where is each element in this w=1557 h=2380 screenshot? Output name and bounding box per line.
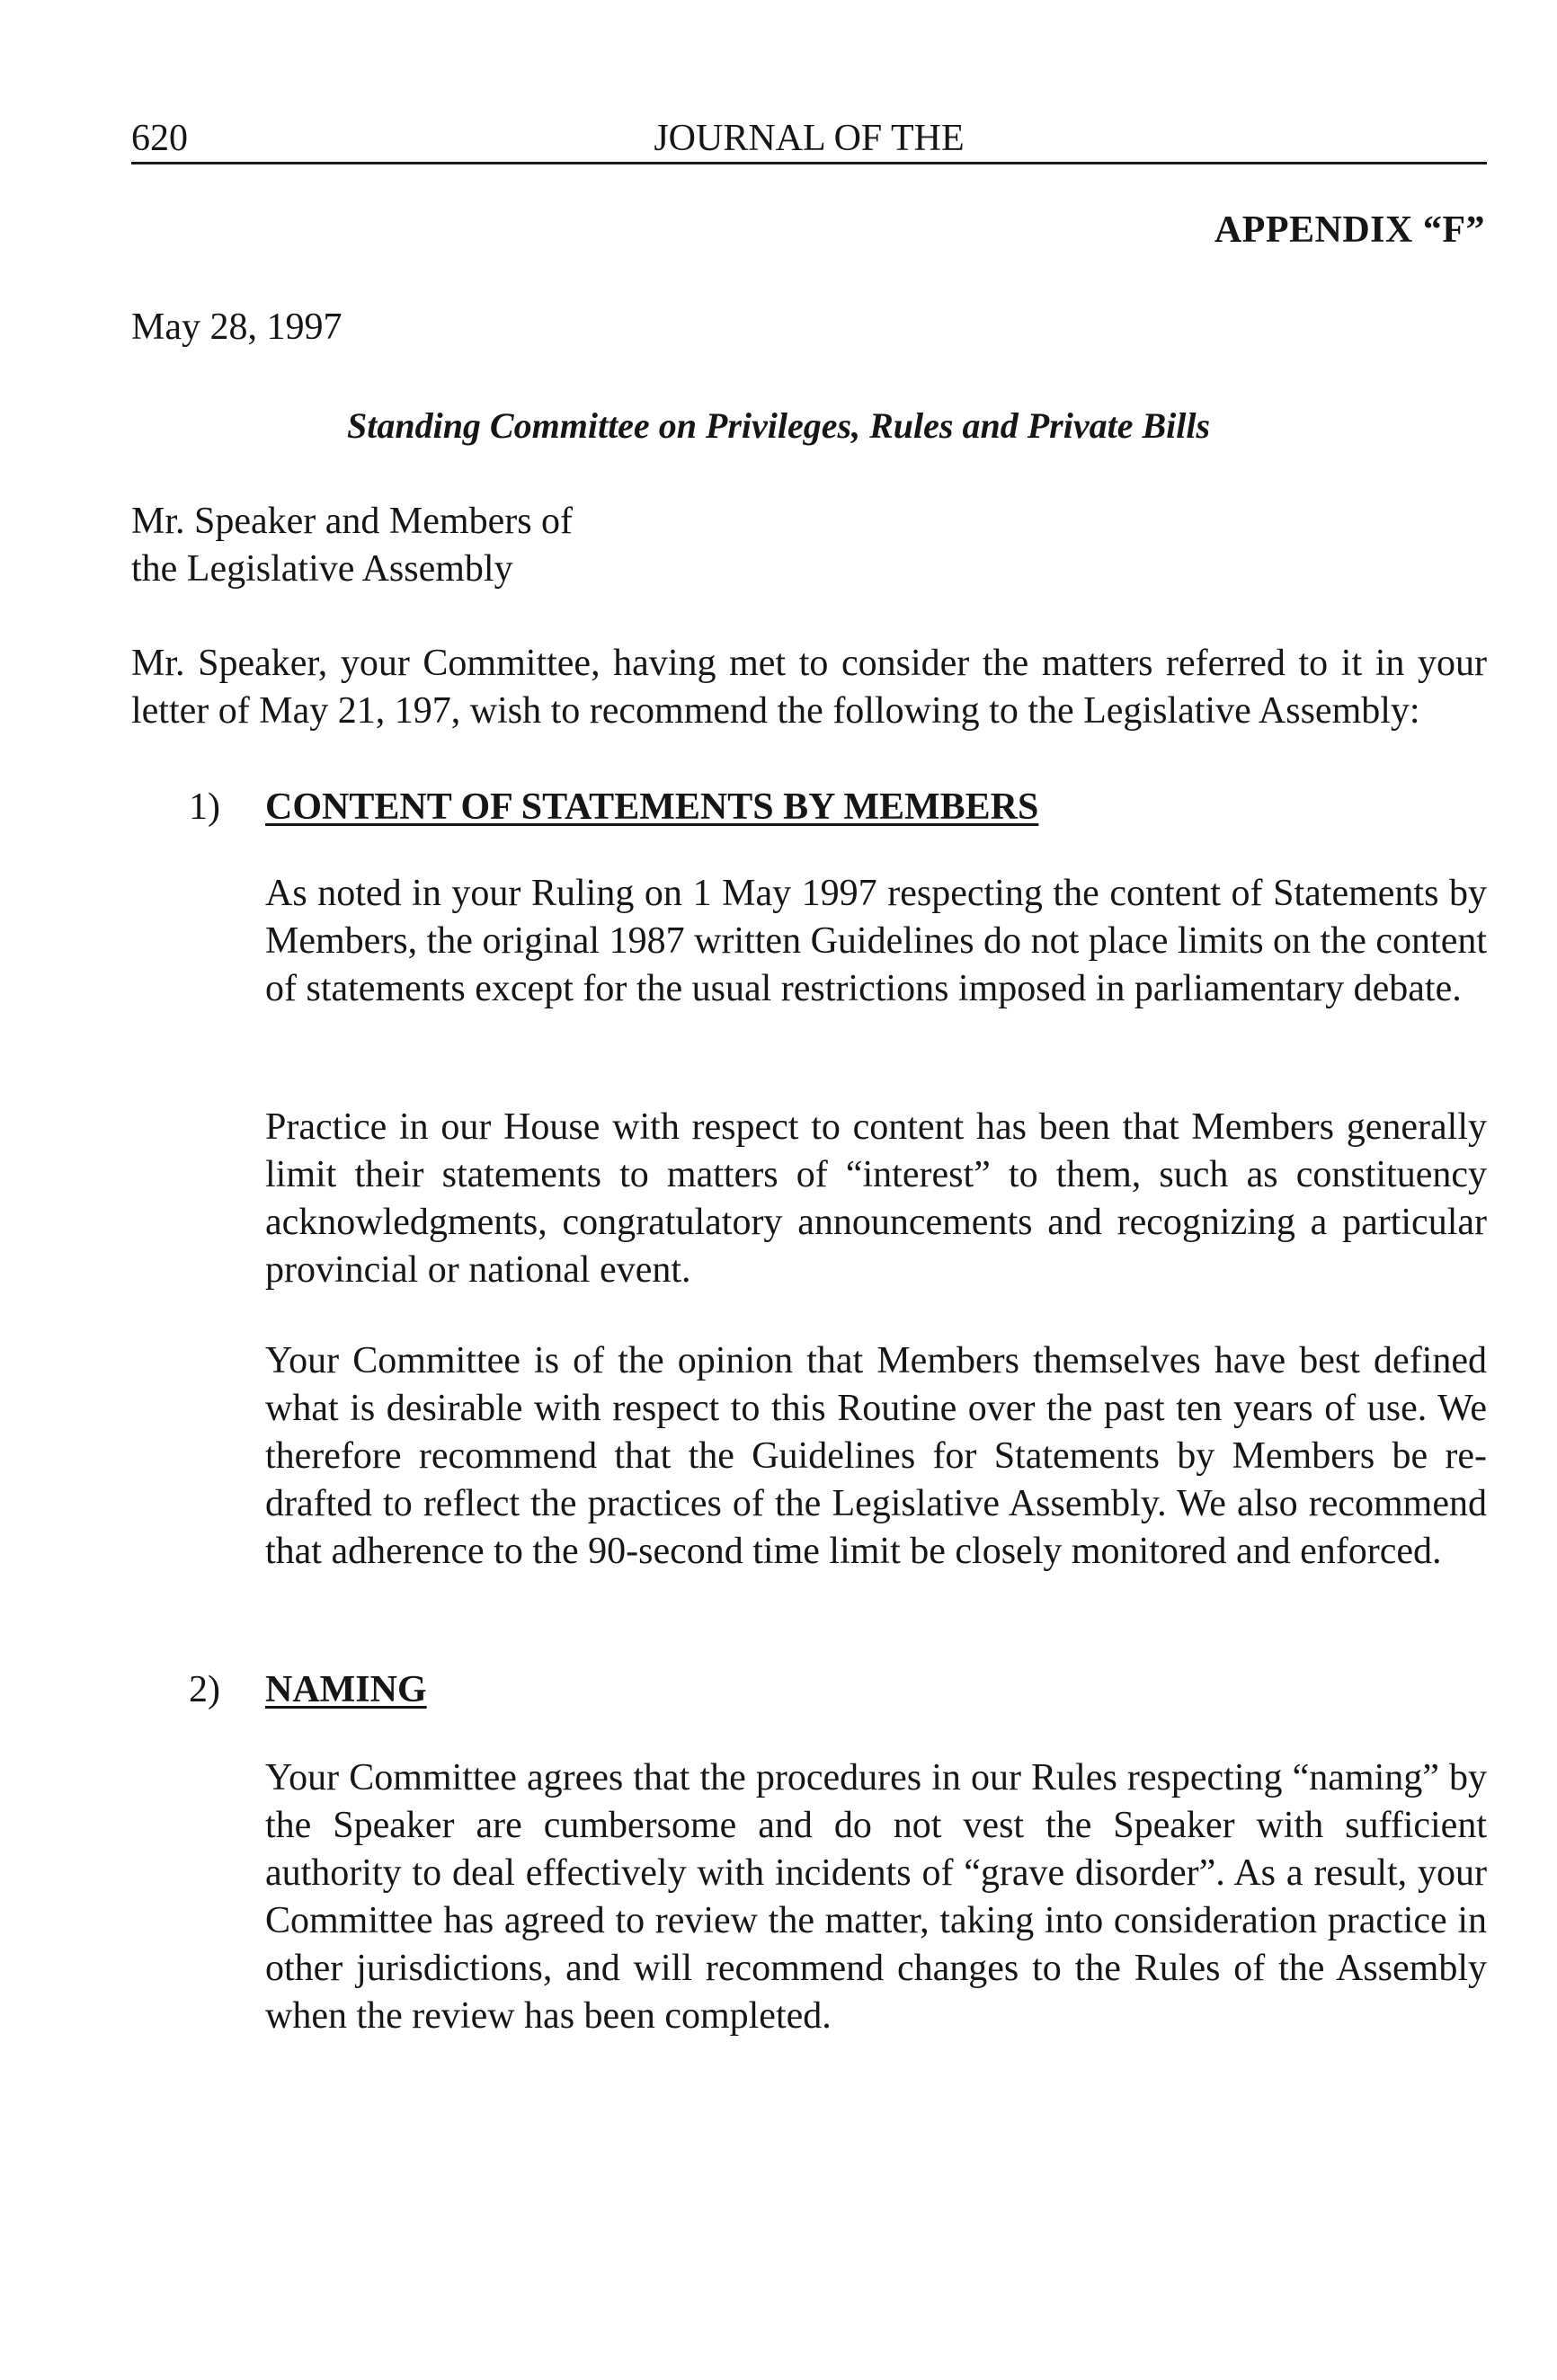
- section-number: 1): [189, 786, 220, 828]
- section-2-paragraph-1: [265, 1754, 1487, 2040]
- salutation: [131, 498, 573, 593]
- section-heading-naming: [189, 1668, 427, 1711]
- paragraph-text: Your Committee is of the opinion that Members themselves have best defined what is desirable with respect to this Routine over the past ten years of use. We therefore recommend that the Guidelines for Statements by Members be re-drafted to reflect the practices of the Legislative Assembly. We also recommend that adherence to the 90-second time limit be closely monitored and enforced.: [265, 1340, 1487, 1572]
- paragraph-text: Your Committee agrees that the procedures in our Rules respecting “naming” by the Speaker are cumbersome and do not vest the Speaker with sufficient authority to deal effectively with incidents of “grave disorder”. As a result, your Committee has agreed to review the matter, taking into consideration practice in other jurisdictions, and will recommend changes to the Rules of the Assembly when the review has been completed.: [265, 1757, 1487, 2037]
- salutation-line-2: the Legislative Assembly: [131, 548, 513, 590]
- paragraph-text: Practice in our House with respect to content has been that Members generally limit their statements to matters of “interest” to them, such as constituency acknowledgments, congratulatory announcements and recognizing a particular provincial or national event.: [265, 1106, 1487, 1291]
- section-1-paragraph-3: [265, 1337, 1487, 1576]
- paragraph-text: As noted in your Ruling on 1 May 1997 respecting the content of Statements by Members, the original 1987 written Guidelines do not place limits on the content of statements except for the usual restrictions imposed in parliamentary debate.: [265, 873, 1487, 1009]
- intro-paragraph: Mr. Speaker, your Committee, having met to consider the matters referred to it in your letter of May 21, 197, wish to recommend the following to the Legislative Assembly:: [131, 643, 1487, 732]
- appendix-label: APPENDIX “F”: [1214, 209, 1485, 251]
- section-heading-content-of-statements: [189, 786, 1038, 829]
- committee-title: Standing Committee on Privileges, Rules and Private Bills: [346, 405, 1211, 446]
- header-rule: [131, 162, 1487, 164]
- section-title: NAMING: [265, 1669, 427, 1710]
- section-1-paragraph-2: [265, 1104, 1487, 1294]
- salutation-line-1: Mr. Speaker and Members of: [131, 501, 574, 542]
- section-1-paragraph-1: [265, 870, 1487, 1013]
- running-head: JOURNAL OF THE: [654, 118, 965, 159]
- letter-date: May 28, 1997: [131, 306, 343, 348]
- page-header: [131, 111, 1487, 169]
- section-number: 2): [189, 1669, 220, 1710]
- page-number: 620: [131, 118, 188, 159]
- section-title: CONTENT OF STATEMENTS BY MEMBERS: [265, 786, 1039, 828]
